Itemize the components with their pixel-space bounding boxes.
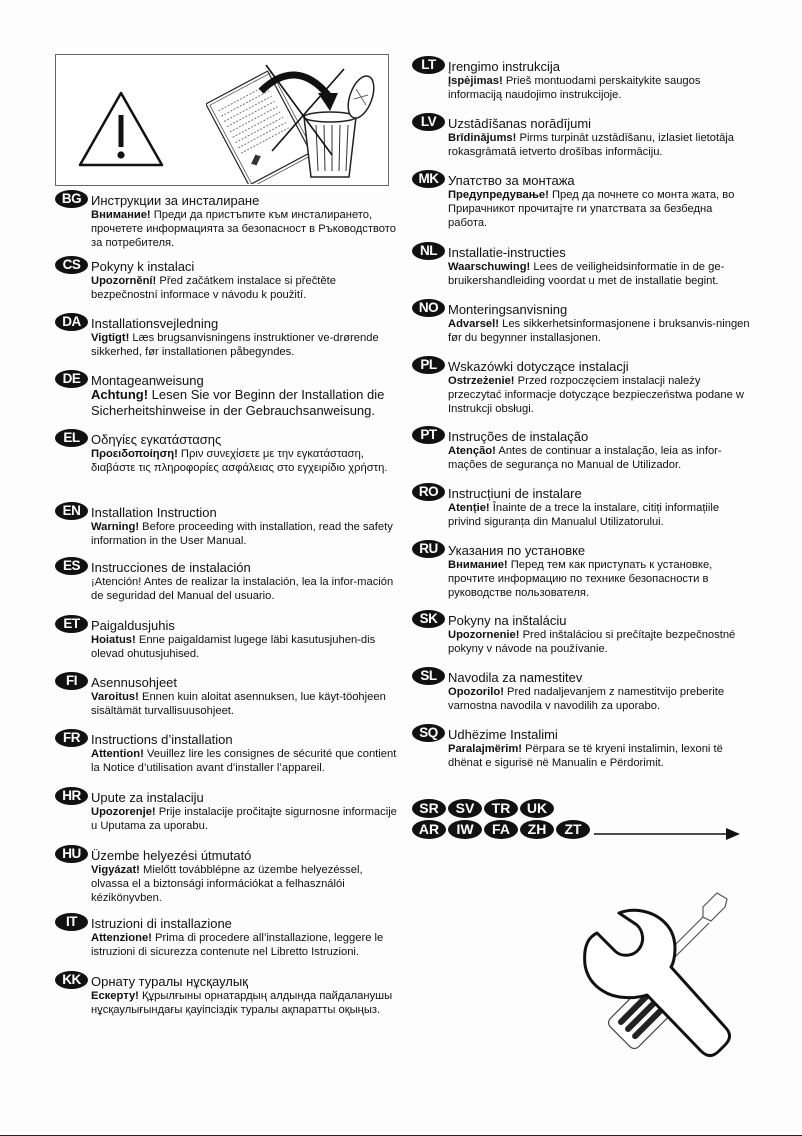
lang-title: Uzstādīšanas norādījumi — [448, 116, 592, 131]
warning-panel — [55, 54, 389, 186]
lang-title: Installatie-instructies — [448, 245, 566, 260]
lang-badge: FR — [55, 729, 88, 747]
lang-title: Instrucciones de instalación — [91, 560, 251, 575]
lang-badge: ET — [55, 615, 88, 633]
lang-title: Instruções de instalação — [448, 429, 589, 444]
lang-body: Advarsel! Les sikkerhetsinformasjonene i bruksanvis-ningen før du begynner installasjonen. — [448, 318, 750, 344]
lang-badge: RO — [412, 483, 445, 501]
lang-title: Упатство за монтажа — [448, 173, 575, 188]
lang-badge: NO — [412, 299, 445, 317]
lang-body: Varoitus! Ennen kuin aloitat asennuksen, lue käyt-töohjeen sisältämät turvallisuusohjeet. — [91, 691, 386, 717]
lang-body: Warning! Before proceeding with installation, read the safety information in the User Manual. — [91, 521, 393, 547]
lang-badge: BG — [55, 190, 88, 208]
lang-body: Ескерту! Құрылғыны орнатардың алдында пайдаланушы нұсқаулығындағы қауіпсіздік туралы ақпаратты оқыңыз. — [91, 990, 393, 1016]
lang-badge: HR — [55, 787, 88, 805]
lang-body: Предупредување! Пред да почнете со монта жата, во Прирачникот прочитајте ги упатствата за безбедна работа. — [448, 189, 735, 229]
lang-title: Pokyny k instalaci — [91, 259, 195, 274]
lang-body: Προειδοποίηση! Πριν συνεχίσετε με την εγκατάσταση, διαβάστε τις πληροφορίες ασφάλειας στο εγχειρίδιο χρήστη. — [91, 448, 388, 474]
lang-badge: CS — [55, 256, 88, 274]
do-not-discard-manual-icon — [206, 59, 376, 184]
lang-body: Įspėjimas! Prieš montuodami perskaitykite saugos informaciją naudojimo instrukcijoje. — [448, 75, 701, 101]
lang-body: ¡Atención! Antes de realizar la instalación, lea la infor-mación de seguridad del Manual del usuario. — [91, 576, 394, 602]
lang-title: Upute za instalaciju — [91, 790, 204, 805]
lang-body: Внимание! Преди да пристъпите към инсталирането, прочетете информацията за безопасност в Ръководството за потребителя. — [91, 209, 396, 249]
lang-badge-sv: SV — [448, 799, 482, 818]
lang-badge: ES — [55, 557, 88, 575]
warning-triangle-icon — [76, 89, 166, 169]
arrow-right-icon — [594, 828, 740, 840]
lang-title: Monteringsanvisning — [448, 302, 568, 317]
lang-title: Navodila za namestitev — [448, 670, 583, 685]
lang-body: Ostrzeżenie! Przed rozpoczęciem instalacji należy przeczytać informacje dotyczące bezpieczeństwa podane w Instrukcji obsługi. — [448, 375, 744, 415]
lang-title: Üzembe helyezési útmutató — [91, 848, 252, 863]
lang-title: Udhëzime Instalimi — [448, 727, 558, 742]
lang-badge: DA — [55, 313, 88, 331]
lang-badge: SL — [412, 667, 445, 685]
lang-body: Paralajmërim! Përpara se të kryeni instalimin, lexoni të dhënat e sigurisë në Manualin e Përdorimit. — [448, 743, 723, 769]
lang-badge-ar: AR — [412, 820, 446, 839]
lang-title: Įrengimo instrukcija — [448, 59, 560, 74]
lang-title: Указания по установке — [448, 543, 586, 558]
lang-title: Installationsvejledning — [91, 316, 219, 331]
wrench-screwdriver-icon — [575, 885, 755, 1065]
lang-title: Montageanweisung — [91, 373, 204, 388]
lang-title: Installation Instruction — [91, 505, 217, 520]
lang-badge: HU — [55, 845, 88, 863]
lang-title: Инструкции за инсталиране — [91, 193, 260, 208]
lang-title: Pokyny na inštaláciu — [448, 613, 567, 628]
lang-badge: MK — [412, 170, 445, 188]
lang-body: Upozornenie! Pred inštaláciou si prečítajte bezpečnostné pokyny v návode na používanie. — [448, 629, 736, 655]
lang-title: Paigaldusjuhis — [91, 618, 175, 633]
lang-title: Instructions d’installation — [91, 732, 233, 747]
lang-body: Achtung! Lesen Sie vor Beginn der Installation die Sicherheitshinweise in der Gebrauchsanweisung. — [91, 387, 385, 418]
lang-body: Atenção! Antes de continuar a instalação, leia as infor-mações de segurança no Manual de Utilizador. — [448, 445, 722, 471]
lang-badge: SK — [412, 610, 445, 628]
lang-badge: KK — [55, 971, 88, 989]
lang-badge: FI — [55, 672, 88, 690]
lang-title: Istruzioni di installazione — [91, 916, 232, 931]
lang-body: Atenție! Înainte de a trece la instalare, citiți informațiile privind siguranța din Manualul Utilizatorului. — [448, 502, 720, 528]
lang-badge: IT — [55, 913, 88, 931]
lang-body: Vigtigt! Læs brugsanvisningens instruktioner ve-drørende sikkerhed, før installationen påbegyndes. — [91, 332, 379, 358]
more-languages-row-2 — [412, 820, 590, 839]
lang-badge: PT — [412, 426, 445, 444]
lang-body: Attention! Veuillez lire les consignes de sécurité que contient la Notice d’utilisation avant d’installer l’appareil. — [91, 748, 397, 774]
lang-body: Attenzione! Prima di procedere all’installazione, leggere le istruzioni di sicurezza contenute nel Libretto Istruzioni. — [91, 932, 384, 958]
lang-title: Asennusohjeet — [91, 675, 178, 690]
lang-badge: DE — [55, 370, 88, 388]
lang-badge-iw: IW — [448, 820, 482, 839]
lang-title: Instrucțiuni de instalare — [448, 486, 582, 501]
lang-body: Brīdinājums! Pirms turpināt uzstādīšanu, izlasiet lietotāja rokasgrāmatā ietverto drošības informāciju. — [448, 132, 735, 158]
lang-badge: LT — [412, 56, 445, 74]
lang-body: Upozornění! Před začátkem instalace si přečtěte bezpečnostní informace v návodu k použití. — [91, 275, 336, 301]
lang-badge-zh: ZH — [520, 820, 554, 839]
lang-badge: PL — [412, 356, 445, 374]
lang-badge-tr: TR — [484, 799, 518, 818]
lang-badge: SQ — [412, 724, 445, 742]
lang-badge-uk: UK — [520, 799, 554, 818]
lang-badge: RU — [412, 540, 445, 558]
more-languages-row-1 — [412, 799, 554, 818]
lang-badge: NL — [412, 242, 445, 260]
lang-body: Hoiatus! Enne paigaldamist lugege läbi kasutusjuhen-dis olevad ohutusjuhised. — [91, 634, 376, 660]
lang-body: Waarschuwing! Lees de veiligheidsinformatie in de ge-bruikershandleiding voordat u met de installatie begint. — [448, 261, 725, 287]
lang-body: Opozorilo! Pred nadaljevanjem z namestitvijo preberite varnostna navodila v navodilih za uporabo. — [448, 686, 725, 712]
lang-title: Οδηγίες εγκατάστασης — [91, 432, 222, 447]
lang-badge-sr: SR — [412, 799, 446, 818]
lang-badge-fa: FA — [484, 820, 518, 839]
lang-body: Vigyázat! Mielőtt továbblépne az üzembe helyezéssel, olvassa el a biztonsági információkat a felhasználói kézikönyvben. — [91, 864, 363, 904]
lang-badge: EN — [55, 502, 88, 520]
lang-badge: EL — [55, 429, 88, 447]
lang-badge-zt: ZT — [556, 820, 590, 839]
lang-body: Внимание! Перед тем как приступать к установке, прочтите информацию по технике безопасности в руководстве пользователя. — [448, 559, 713, 599]
lang-badge: LV — [412, 113, 445, 131]
lang-title: Орнату туралы нұсқаулық — [91, 974, 248, 989]
lang-title: Wskazówki dotyczące instalacji — [448, 359, 629, 374]
lang-body: Upozorenje! Prije instalacije pročitajte sigurnosne informacije u Uputama za uporabu. — [91, 806, 397, 832]
